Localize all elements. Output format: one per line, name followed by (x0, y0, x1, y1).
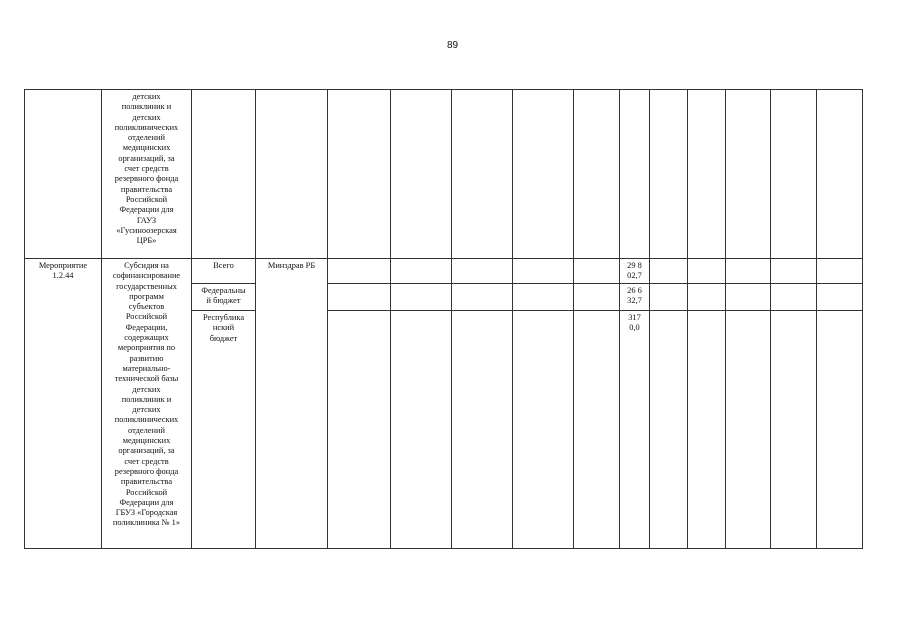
empty-cell (650, 284, 688, 311)
empty-cell (817, 90, 863, 259)
empty-cell (726, 259, 771, 284)
measure-name-cell: Субсидия на софинансирование государственных программ субъектов Российской Федерации, содержащих мероприятия по развитию материально- технической базы детских поликлиник и детских поликлинических отделений медицинских организаций, за счет средств резервного фонда правительства Российской Федерации для ГБУЗ «Городская поликлиника № 1» (102, 259, 192, 549)
budget-table (24, 89, 863, 549)
empty-cell (574, 311, 620, 549)
empty-cell (650, 311, 688, 549)
empty-cell (513, 284, 574, 311)
empty-cell (452, 90, 513, 259)
empty-cell (452, 311, 513, 549)
table-row-continued (25, 90, 863, 259)
empty-cell (391, 311, 452, 549)
measure-name-cell: детских поликлиник и детских поликлинических отделений медицинских организаций, за счет средств резервного фонда правительства Российской Федерации для ГАУЗ «Гусиноозерская ЦРБ» (102, 90, 192, 259)
empty-cell (817, 259, 863, 284)
empty-cell (771, 311, 817, 549)
empty-cell (771, 90, 817, 259)
empty-cell (650, 259, 688, 284)
empty-cell (452, 259, 513, 284)
empty-cell (688, 90, 726, 259)
empty-cell (452, 284, 513, 311)
empty-cell (771, 259, 817, 284)
empty-cell (726, 311, 771, 549)
empty-cell (688, 284, 726, 311)
empty-cell (574, 90, 620, 259)
empty-cell (817, 311, 863, 549)
empty-cell (328, 259, 391, 284)
empty-cell (192, 90, 256, 259)
measure-code-cell: Мероприятие 1.2.44 (25, 259, 102, 549)
amount-cell: 26 6 32,7 (620, 284, 650, 311)
empty-cell (328, 311, 391, 549)
empty-cell (688, 311, 726, 549)
source-cell: Федеральны й бюджет (192, 284, 256, 311)
page-number: 89 (446, 40, 459, 51)
empty-cell (688, 259, 726, 284)
empty-cell (256, 90, 328, 259)
executor-cell: Минздрав РБ (256, 259, 328, 549)
empty-cell (513, 259, 574, 284)
empty-cell (817, 284, 863, 311)
source-cell: Всего (192, 259, 256, 284)
empty-cell (574, 259, 620, 284)
empty-cell (650, 90, 688, 259)
code-cell (25, 90, 102, 259)
amount-cell: 29 8 02,7 (620, 259, 650, 284)
empty-cell (620, 90, 650, 259)
empty-cell (328, 90, 391, 259)
empty-cell (513, 90, 574, 259)
empty-cell (391, 90, 452, 259)
empty-cell (574, 284, 620, 311)
empty-cell (726, 90, 771, 259)
empty-cell (771, 284, 817, 311)
amount-cell: 317 0,0 (620, 311, 650, 549)
empty-cell (328, 284, 391, 311)
empty-cell (391, 284, 452, 311)
empty-cell (513, 311, 574, 549)
empty-cell (391, 259, 452, 284)
source-cell: Республика нский бюджет (192, 311, 256, 549)
table-row-total (25, 259, 863, 284)
empty-cell (726, 284, 771, 311)
